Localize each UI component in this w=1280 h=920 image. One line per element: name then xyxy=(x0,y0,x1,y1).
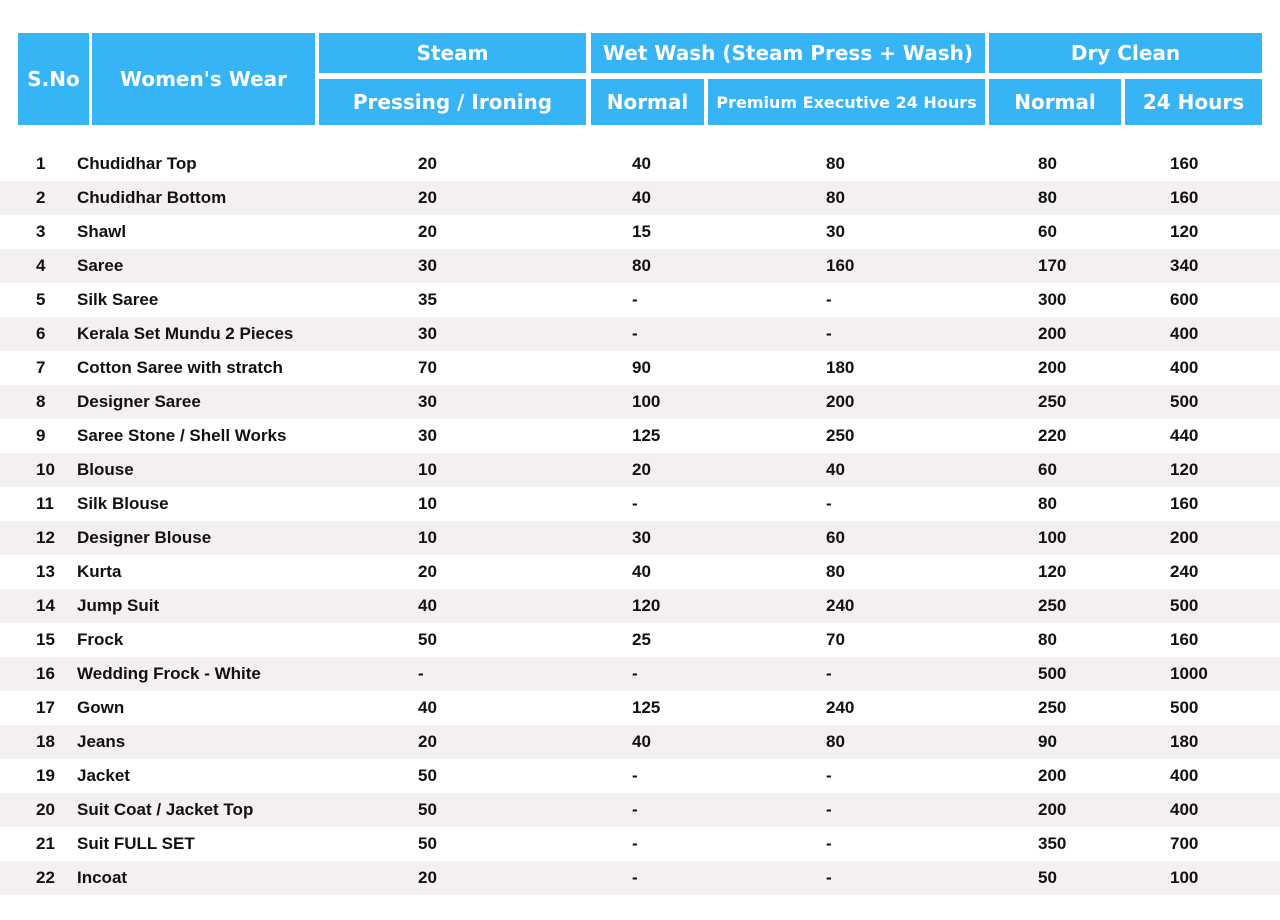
header-pressing-ironing: Pressing / Ironing xyxy=(319,79,586,125)
item-name: Jacket xyxy=(77,766,130,785)
dry-clean-normal-price: 250 xyxy=(1038,596,1067,615)
dry-clean-24-hours-price: 160 xyxy=(1170,494,1199,513)
dry-clean-24-hours-price: 1000 xyxy=(1170,664,1208,683)
item-name: Suit Coat / Jacket Top xyxy=(77,800,254,819)
dry-clean-24-hours-price: 340 xyxy=(1170,256,1199,275)
price-table-body xyxy=(0,147,1280,895)
serial-number: 11 xyxy=(36,494,54,513)
table-row xyxy=(0,725,1280,759)
item-name: Jeans xyxy=(77,732,126,751)
serial-number: 20 xyxy=(36,800,55,819)
dry-clean-normal-price: 170 xyxy=(1038,256,1067,275)
header-wet-wash-normal: Normal xyxy=(591,79,704,125)
header-dry-clean-24-hours: 24 Hours xyxy=(1125,79,1262,125)
wet-wash-normal-price: 125 xyxy=(632,426,661,445)
wet-wash-normal-price: - xyxy=(632,868,638,887)
wet-wash-normal-price: - xyxy=(632,664,638,683)
item-name: Silk Saree xyxy=(77,290,159,309)
serial-number: 14 xyxy=(36,596,55,615)
dry-clean-24-hours-price: 700 xyxy=(1170,834,1199,853)
wet-wash-normal-price: - xyxy=(632,324,638,343)
table-row xyxy=(0,351,1280,385)
wet-wash-normal-price: 100 xyxy=(632,392,661,411)
wet-wash-premium-price: - xyxy=(826,664,832,683)
steam-pressing-price: 20 xyxy=(418,188,437,207)
table-row xyxy=(0,623,1280,657)
item-name: Frock xyxy=(77,630,124,649)
dry-clean-24-hours-price: 500 xyxy=(1170,596,1199,615)
wet-wash-normal-price: - xyxy=(632,290,638,309)
wet-wash-premium-price: - xyxy=(826,834,832,853)
serial-number: 21 xyxy=(36,834,55,853)
serial-number: 10 xyxy=(36,460,55,479)
item-name: Chudidhar Bottom xyxy=(77,188,227,207)
dry-clean-24-hours-price: 200 xyxy=(1170,528,1199,547)
wet-wash-premium-price: - xyxy=(826,868,832,887)
item-name: Gown xyxy=(77,698,125,717)
wet-wash-premium-price: 160 xyxy=(826,256,855,275)
steam-pressing-price: 30 xyxy=(418,324,437,343)
header-dry-clean: Dry Clean xyxy=(989,33,1262,73)
table-row xyxy=(0,555,1280,589)
table-row xyxy=(0,419,1280,453)
wet-wash-normal-price: 30 xyxy=(632,528,651,547)
table-row xyxy=(0,589,1280,623)
item-name: Kerala Set Mundu 2 Pieces xyxy=(77,324,294,343)
table-row xyxy=(0,861,1280,895)
serial-number: 16 xyxy=(36,664,55,683)
dry-clean-normal-price: 50 xyxy=(1038,868,1057,887)
steam-pressing-price: 40 xyxy=(418,698,437,717)
table-row xyxy=(0,181,1280,215)
wet-wash-normal-price: 40 xyxy=(632,188,651,207)
dry-clean-normal-price: 200 xyxy=(1038,324,1067,343)
dry-clean-normal-price: 200 xyxy=(1038,766,1067,785)
wet-wash-premium-price: 80 xyxy=(826,562,845,581)
wet-wash-premium-price: 80 xyxy=(826,154,845,173)
serial-number: 15 xyxy=(36,630,55,649)
dry-clean-normal-price: 80 xyxy=(1038,494,1057,513)
wet-wash-premium-price: - xyxy=(826,800,832,819)
dry-clean-24-hours-price: 500 xyxy=(1170,698,1199,717)
steam-pressing-price: 20 xyxy=(418,222,437,241)
serial-number: 18 xyxy=(36,732,55,751)
header-wet-wash: Wet Wash (Steam Press + Wash) xyxy=(591,33,985,73)
dry-clean-normal-price: 250 xyxy=(1038,392,1067,411)
wet-wash-normal-price: - xyxy=(632,494,638,513)
wet-wash-normal-price: 15 xyxy=(632,222,651,241)
wet-wash-premium-price: 80 xyxy=(826,732,845,751)
wet-wash-premium-price: 240 xyxy=(826,698,855,717)
steam-pressing-price: 70 xyxy=(418,358,437,377)
steam-pressing-price: 40 xyxy=(418,596,437,615)
item-name: Designer Blouse xyxy=(77,528,212,547)
dry-clean-normal-price: 500 xyxy=(1038,664,1067,683)
table-row xyxy=(0,487,1280,521)
table-row xyxy=(0,147,1280,181)
table-row xyxy=(0,521,1280,555)
wet-wash-premium-price: 200 xyxy=(826,392,855,411)
item-name: Designer Saree xyxy=(77,392,201,411)
table-row xyxy=(0,249,1280,283)
table-row xyxy=(0,283,1280,317)
wet-wash-premium-price: 40 xyxy=(826,460,845,479)
steam-pressing-price: 20 xyxy=(418,562,437,581)
wet-wash-normal-price: 80 xyxy=(632,256,651,275)
dry-clean-normal-price: 250 xyxy=(1038,698,1067,717)
wet-wash-normal-price: 40 xyxy=(632,732,651,751)
wet-wash-premium-price: - xyxy=(826,494,832,513)
steam-pressing-price: 10 xyxy=(418,528,437,547)
dry-clean-24-hours-price: 160 xyxy=(1170,630,1199,649)
item-name: Suit FULL SET xyxy=(77,834,195,853)
dry-clean-normal-price: 80 xyxy=(1038,154,1057,173)
dry-clean-24-hours-price: 240 xyxy=(1170,562,1199,581)
wet-wash-premium-price: 30 xyxy=(826,222,845,241)
table-row xyxy=(0,827,1280,861)
wet-wash-premium-price: 70 xyxy=(826,630,845,649)
steam-pressing-price: 20 xyxy=(418,732,437,751)
wet-wash-normal-price: - xyxy=(632,766,638,785)
dry-clean-24-hours-price: 120 xyxy=(1170,460,1199,479)
item-name: Kurta xyxy=(77,562,122,581)
table-row xyxy=(0,691,1280,725)
serial-number: 1 xyxy=(36,154,46,173)
table-row xyxy=(0,793,1280,827)
wet-wash-premium-price: 180 xyxy=(826,358,855,377)
dry-clean-24-hours-price: 600 xyxy=(1170,290,1199,309)
wet-wash-premium-price: - xyxy=(826,766,832,785)
steam-pressing-price: 50 xyxy=(418,834,437,853)
serial-number: 4 xyxy=(36,256,46,275)
dry-clean-normal-price: 60 xyxy=(1038,460,1057,479)
serial-number: 19 xyxy=(36,766,55,785)
serial-number: 6 xyxy=(36,324,46,343)
table-row xyxy=(0,657,1280,691)
steam-pressing-price: 50 xyxy=(418,766,437,785)
item-name: Cotton Saree with stratch xyxy=(77,358,283,377)
header-dry-clean-normal: Normal xyxy=(989,79,1121,125)
table-row xyxy=(0,317,1280,351)
dry-clean-24-hours-price: 400 xyxy=(1170,800,1199,819)
serial-number: 22 xyxy=(36,868,55,887)
steam-pressing-price: 30 xyxy=(418,256,437,275)
header-wet-wash-premium: Premium Executive 24 Hours xyxy=(708,79,985,125)
table-row xyxy=(0,385,1280,419)
steam-pressing-price: 35 xyxy=(418,290,437,309)
dry-clean-normal-price: 200 xyxy=(1038,800,1067,819)
serial-number: 8 xyxy=(36,392,46,411)
item-name: Incoat xyxy=(77,868,128,887)
wet-wash-normal-price: 40 xyxy=(632,562,651,581)
steam-pressing-price: 10 xyxy=(418,460,437,479)
header-steam: Steam xyxy=(319,33,586,73)
dry-clean-normal-price: 60 xyxy=(1038,222,1057,241)
dry-clean-normal-price: 80 xyxy=(1038,188,1057,207)
dry-clean-24-hours-price: 180 xyxy=(1170,732,1199,751)
item-name: Wedding Frock - White xyxy=(77,664,261,683)
serial-number: 2 xyxy=(36,188,46,207)
wet-wash-premium-price: 250 xyxy=(826,426,855,445)
serial-number: 13 xyxy=(36,562,55,581)
item-name: Blouse xyxy=(77,460,134,479)
wet-wash-premium-price: 60 xyxy=(826,528,845,547)
dry-clean-24-hours-price: 500 xyxy=(1170,392,1199,411)
wet-wash-premium-price: 240 xyxy=(826,596,855,615)
serial-number: 3 xyxy=(36,222,46,241)
header-womens-wear: Women's Wear xyxy=(92,33,315,125)
serial-number: 17 xyxy=(36,698,55,717)
item-name: Silk Blouse xyxy=(77,494,169,513)
steam-pressing-price: 20 xyxy=(418,154,437,173)
wet-wash-premium-price: - xyxy=(826,290,832,309)
wet-wash-normal-price: - xyxy=(632,834,638,853)
dry-clean-24-hours-price: 440 xyxy=(1170,426,1199,445)
serial-number: 5 xyxy=(36,290,46,309)
wet-wash-normal-price: - xyxy=(632,800,638,819)
serial-number: 7 xyxy=(36,358,46,377)
wet-wash-normal-price: 125 xyxy=(632,698,661,717)
item-name: Saree xyxy=(77,256,124,275)
wet-wash-normal-price: 40 xyxy=(632,154,651,173)
item-name: Chudidhar Top xyxy=(77,154,197,173)
dry-clean-24-hours-price: 400 xyxy=(1170,358,1199,377)
item-name: Jump Suit xyxy=(77,596,160,615)
dry-clean-normal-price: 350 xyxy=(1038,834,1067,853)
steam-pressing-price: 50 xyxy=(418,630,437,649)
dry-clean-normal-price: 100 xyxy=(1038,528,1067,547)
dry-clean-normal-price: 220 xyxy=(1038,426,1067,445)
dry-clean-24-hours-price: 160 xyxy=(1170,154,1199,173)
steam-pressing-price: - xyxy=(418,664,424,683)
dry-clean-24-hours-price: 400 xyxy=(1170,766,1199,785)
serial-number: 12 xyxy=(36,528,55,547)
dry-clean-24-hours-price: 100 xyxy=(1170,868,1199,887)
dry-clean-24-hours-price: 160 xyxy=(1170,188,1199,207)
wet-wash-premium-price: 80 xyxy=(826,188,845,207)
dry-clean-normal-price: 120 xyxy=(1038,562,1067,581)
steam-pressing-price: 20 xyxy=(418,868,437,887)
header-sno: S.No xyxy=(18,33,89,125)
wet-wash-normal-price: 90 xyxy=(632,358,651,377)
item-name: Shawl xyxy=(77,222,127,241)
wet-wash-normal-price: 25 xyxy=(632,630,651,649)
table-row xyxy=(0,453,1280,487)
wet-wash-normal-price: 120 xyxy=(632,596,661,615)
table-row xyxy=(0,215,1280,249)
dry-clean-normal-price: 300 xyxy=(1038,290,1067,309)
dry-clean-24-hours-price: 400 xyxy=(1170,324,1199,343)
wet-wash-premium-price: - xyxy=(826,324,832,343)
steam-pressing-price: 50 xyxy=(418,800,437,819)
serial-number: 9 xyxy=(36,426,46,445)
wet-wash-normal-price: 20 xyxy=(632,460,651,479)
dry-clean-normal-price: 200 xyxy=(1038,358,1067,377)
steam-pressing-price: 30 xyxy=(418,426,437,445)
dry-clean-normal-price: 80 xyxy=(1038,630,1057,649)
item-name: Saree Stone / Shell Works xyxy=(77,426,287,445)
dry-clean-normal-price: 90 xyxy=(1038,732,1057,751)
dry-clean-24-hours-price: 120 xyxy=(1170,222,1199,241)
steam-pressing-price: 10 xyxy=(418,494,437,513)
table-row xyxy=(0,759,1280,793)
steam-pressing-price: 30 xyxy=(418,392,437,411)
